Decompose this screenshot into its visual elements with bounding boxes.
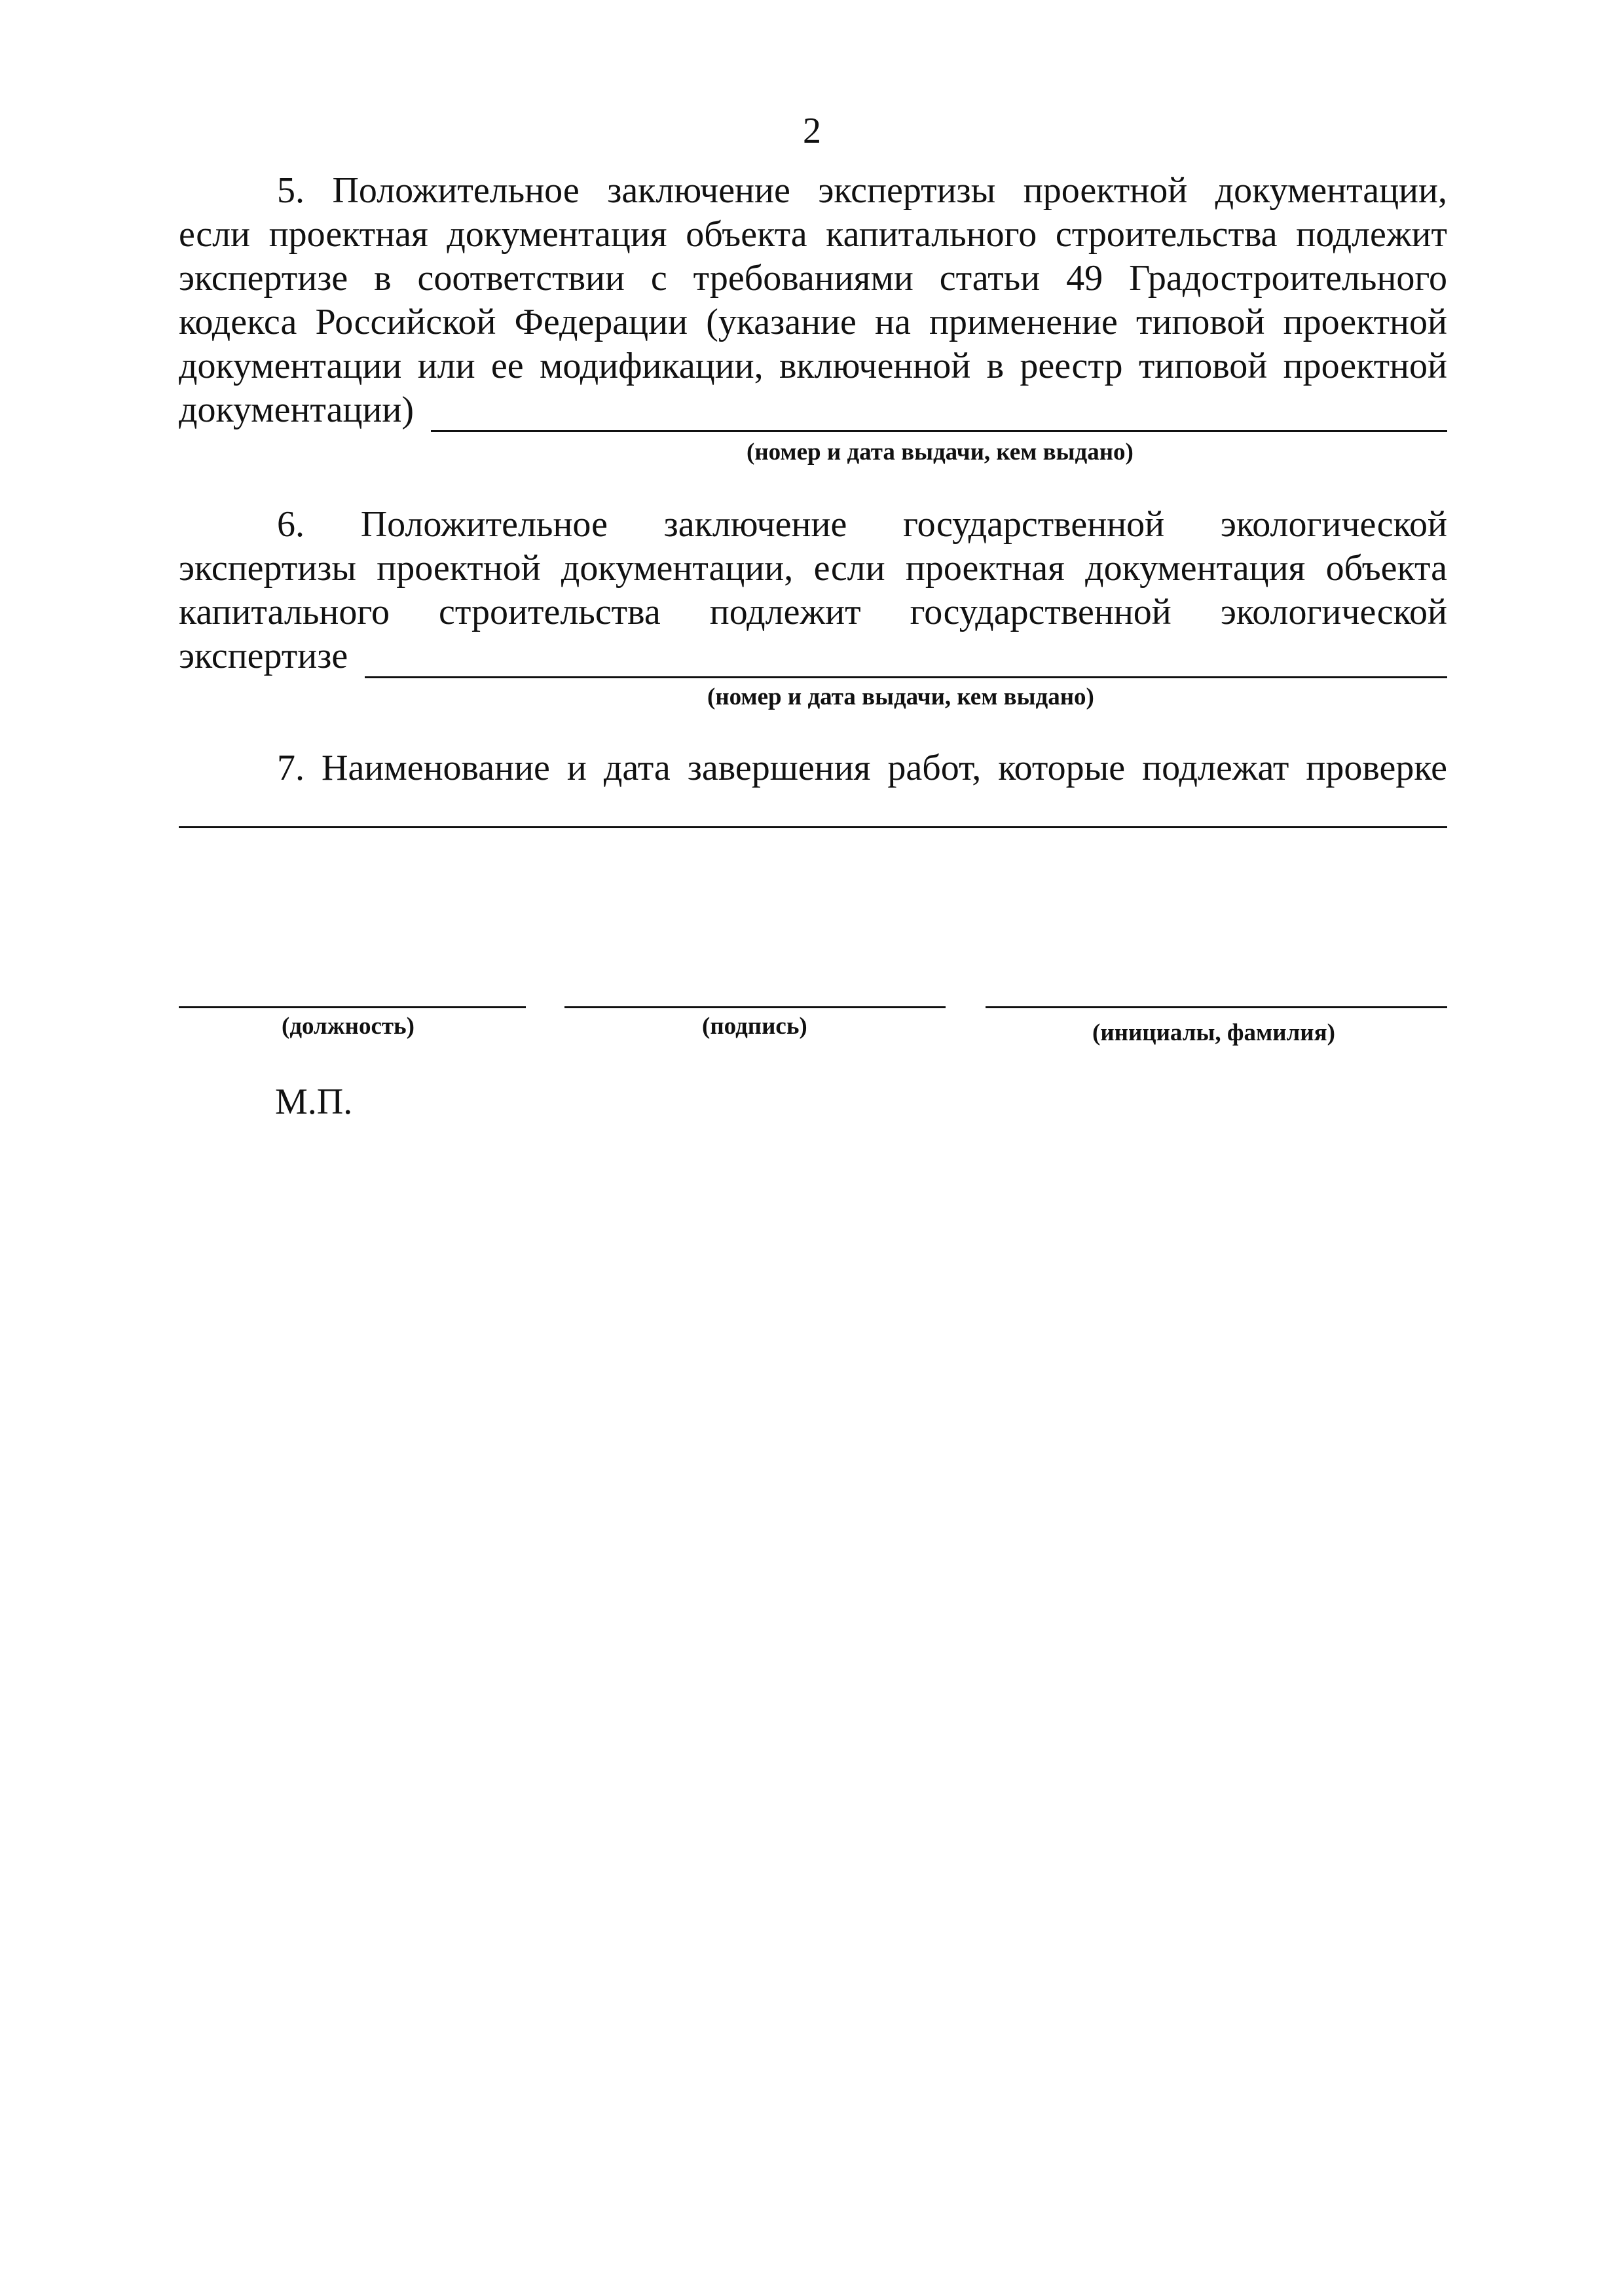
position-caption: (должность) (282, 1013, 415, 1040)
item-5-line-2: если проектная документация объекта капитального строительства подлежит (179, 214, 1447, 255)
signature-caption: (подпись) (702, 1013, 807, 1040)
name-caption: (инициалы, фамилия) (1092, 1019, 1335, 1046)
item-5-last-line: документации) (179, 390, 414, 430)
item-5-line-4: кодекса Российской Федерации (указание на применение типовой проектной (179, 302, 1447, 342)
page-number: 2 (803, 111, 821, 151)
position-line[interactable] (179, 1006, 526, 1008)
signature-line[interactable] (564, 1006, 946, 1008)
item-6-line-3: капитального строительства подлежит государственной экологической (179, 592, 1447, 632)
item-6-fill-line[interactable] (365, 646, 1447, 678)
item-6-last-line: экспертизе (179, 636, 348, 676)
item-5-line-3: экспертизе в соответствии с требованиями статьи 49 Градостроительного (179, 258, 1447, 299)
item-5-caption: (номер и дата выдачи, кем выдано) (747, 439, 1134, 465)
seal-label: М.П. (275, 1082, 353, 1122)
item-5-line-5: документации или ее модификации, включенной в реестр типовой проектной (179, 346, 1447, 386)
item-5-fill-line[interactable] (431, 400, 1447, 432)
item-7-text: 7. Наименование и дата завершения работ, которые подлежат проверке (277, 748, 1447, 788)
item-5-line-1: 5. Положительное заключение экспертизы проектной документации, (277, 170, 1447, 211)
item-7-fill-line[interactable] (179, 826, 1447, 828)
item-6-caption: (номер и дата выдачи, кем выдано) (707, 683, 1094, 710)
item-6-line-1: 6. Положительное заключение государственной экологической (277, 504, 1447, 545)
item-6-line-2: экспертизы проектной документации, если проектная документация объекта (179, 548, 1447, 589)
name-line[interactable] (986, 1006, 1447, 1008)
